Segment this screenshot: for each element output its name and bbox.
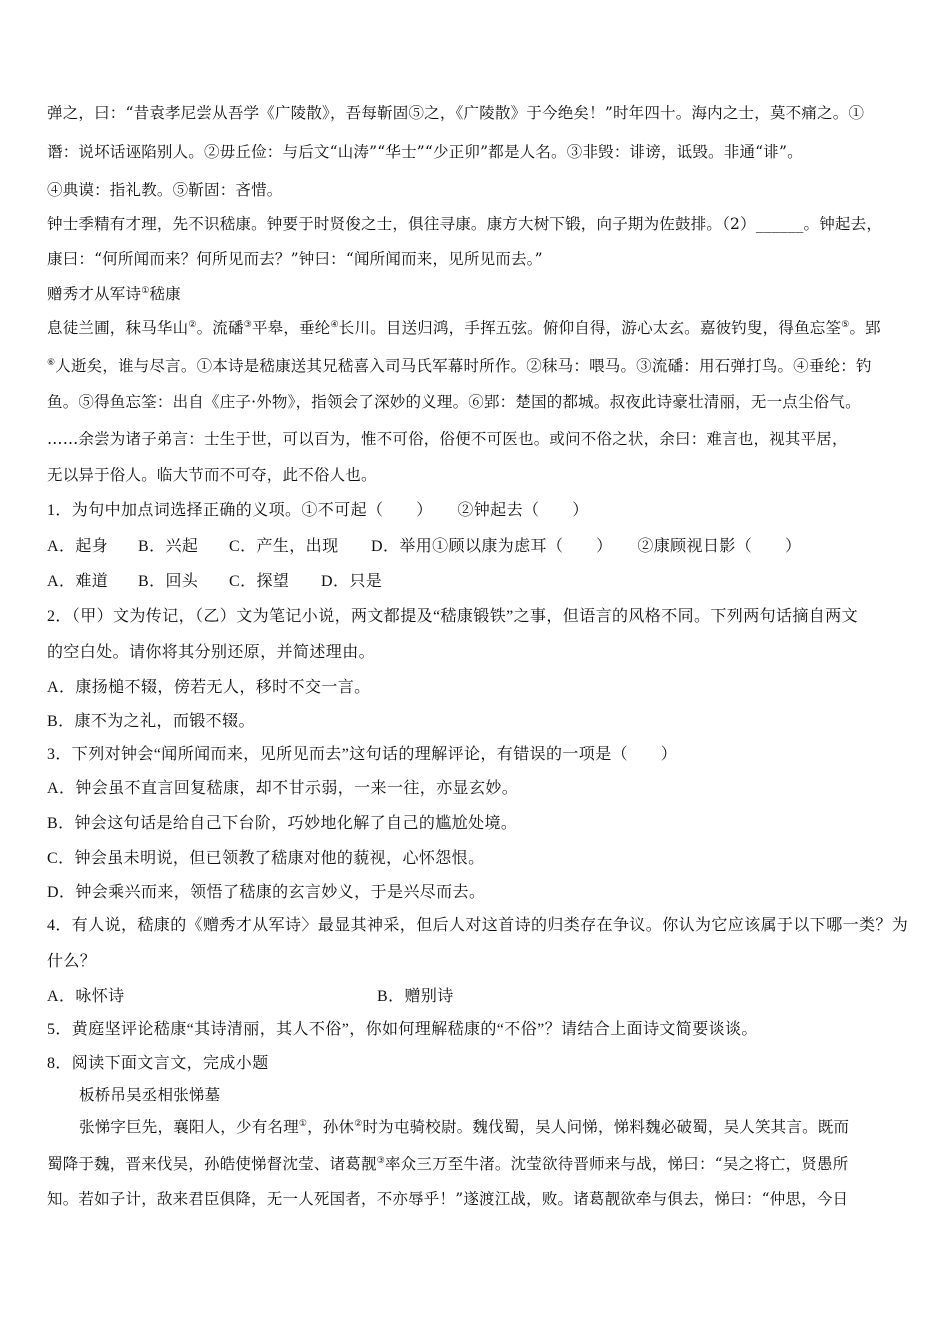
option: A．起身	[47, 538, 109, 555]
option: B．赠别诗	[377, 988, 454, 1005]
passage-line: 蜀降于魏，晋来伐吴，孙皓使悌督沈莹、诸葛靓③率众三万至牛渚。沈莹欲待晋师来与战，悌曰：“吴之将亡，贤愚所	[47, 1155, 849, 1173]
question-1-part-2: ①顾以康为虑耳（ ） ②康顾视日影（ ）	[432, 538, 802, 555]
poem-line: ……余尝为诸子弟言：士生于世，可以百为，惟不可俗，俗便不可医也。或问不俗之状，余曰：难言也，视其平居，	[47, 430, 848, 448]
question-5: 5．黄庭坚评论嵇康“其诗清丽，其人不俗”，你如何理解嵇康的“不俗”？请结合上面诗文简要谈谈。	[47, 1021, 758, 1038]
poem-line: 息徒兰圃，秣马华山②。流磻③平皋，垂纶④长川。目送归鸿，手挥五弦。俯仰自得，游心太玄。嘉彼钓叟，得鱼忘筌⑤。郢	[47, 319, 881, 337]
option: B．兴起	[138, 538, 199, 555]
question-1: 1．为句中加点词选择正确的义项。①不可起（ ） ②钟起去（ ）	[47, 502, 589, 519]
poem-line: ⑥人逝矣，谁与尽言。①本诗是嵇康送其兄嵇喜入司马氏军幕时所作。②秣马：喂马。③流磻：用石弹打鸟。④垂纶：钓	[47, 357, 872, 375]
question-2: 2．（甲）文为传记，（乙）文为笔记小说，两文都提及“嵇康锻铁”之事，但语言的风格不同。下列两句话摘自两文	[47, 608, 859, 625]
poem-title: 赠秀才从军诗①嵇康	[47, 285, 181, 303]
question-1-options-a	[47, 533, 801, 556]
option: A．难道	[47, 573, 109, 590]
option: A．咏怀诗	[47, 988, 125, 1005]
question-1-options-b	[47, 568, 382, 591]
question-4: 4．有人说，嵇康的《赠秀才从军诗〉最显其神采，但后人对这首诗的归类存在争议。你认为它应该属于以下哪一类？为	[47, 917, 909, 934]
passage-line: 钟士季精有才理，先不识嵇康。钟要于时贤俊之士，俱往寻康。康方大树下锻，向子期为佐鼓排。（2）______。钟起去，	[47, 215, 883, 233]
question-3-option-d: D．钟会乘兴而来，领悟了嵇康的玄言妙义，于是兴尽而去。	[47, 884, 486, 901]
question-3-option-a: A．钟会虽不直言回复嵇康，却不甘示弱，一来一往，亦显玄妙。	[47, 780, 519, 797]
option: C．探望	[229, 573, 290, 590]
option: D．只是	[321, 573, 383, 590]
question-4-cont: 什么？	[47, 953, 97, 970]
section-8-heading: 8．阅读下面文言文，完成小题	[47, 1055, 269, 1072]
question-2-option-a: A．康扬槌不辍，傍若无人，移时不交一言。	[47, 679, 371, 696]
passage-line: 谮：说坏话诬陷别人。②毋丘俭：与后文“山涛”“华士”“少正卯”都是人名。③非毁：诽谤，诋毁。非通“诽”。	[47, 143, 803, 161]
question-3-option-b: B．钟会这句话是给自己下台阶，巧妙地化解了自己的尴尬处境。	[47, 815, 518, 832]
section-8-title: 板桥吊吴丞相张悌墓	[79, 1086, 221, 1104]
question-3-option-c: C．钟会虽未明说，但已领教了嵇康对他的藐视，心怀怨恨。	[47, 850, 485, 867]
passage-line: ④典谟：指礼教。⑤靳固：吝惜。	[47, 181, 283, 199]
question-3: 3．下列对钟会“闻所闻而来，见所见而去”这句话的理解评论，有错误的一项是（ ）	[47, 746, 678, 763]
option: D．举用	[371, 538, 433, 555]
question-2-cont: 的空白处。请你将其分别还原，并简述理由。	[47, 644, 376, 661]
option: B．回头	[138, 573, 199, 590]
passage-line: 弹之，曰：“昔袁孝尼尝从吾学《广陵散》，吾每靳固⑤之，《广陵散》于今绝矣！”时年四十。海内之士，莫不痛之。①	[47, 104, 865, 122]
passage-line: 张悌字巨先，襄阳人，少有名理①，孙休②时为屯骑校尉。魏伐蜀，吴人问悌，悌料魏必破蜀，吴人笑其言。既而	[79, 1118, 850, 1136]
poem-line: 无以异于俗人。临大节而不可夺，此不俗人也。	[47, 466, 377, 484]
passage-line: 知。若如子计，敌来君臣俱降，无一人死国者，不亦辱乎！”遂渡江战，败。诸葛靓欲牵与俱去，悌曰：“仲思，今日	[47, 1190, 849, 1208]
option: C．产生，出现	[229, 538, 339, 555]
question-2-option-b: B．康不为之礼，而锻不辍。	[47, 713, 255, 730]
passage-line: 康曰：“何所闻而来？何所见而去？”钟曰：“闻所闻而来，见所见而去。”	[47, 250, 543, 268]
poem-line: 鱼。⑤得鱼忘筌：出自《庄子·外物》，指领会了深妙的义理。⑥郢：楚国的都城。叔夜此诗豪壮清丽，无一点尘俗气。	[47, 393, 861, 411]
question-4-options	[47, 983, 454, 1006]
